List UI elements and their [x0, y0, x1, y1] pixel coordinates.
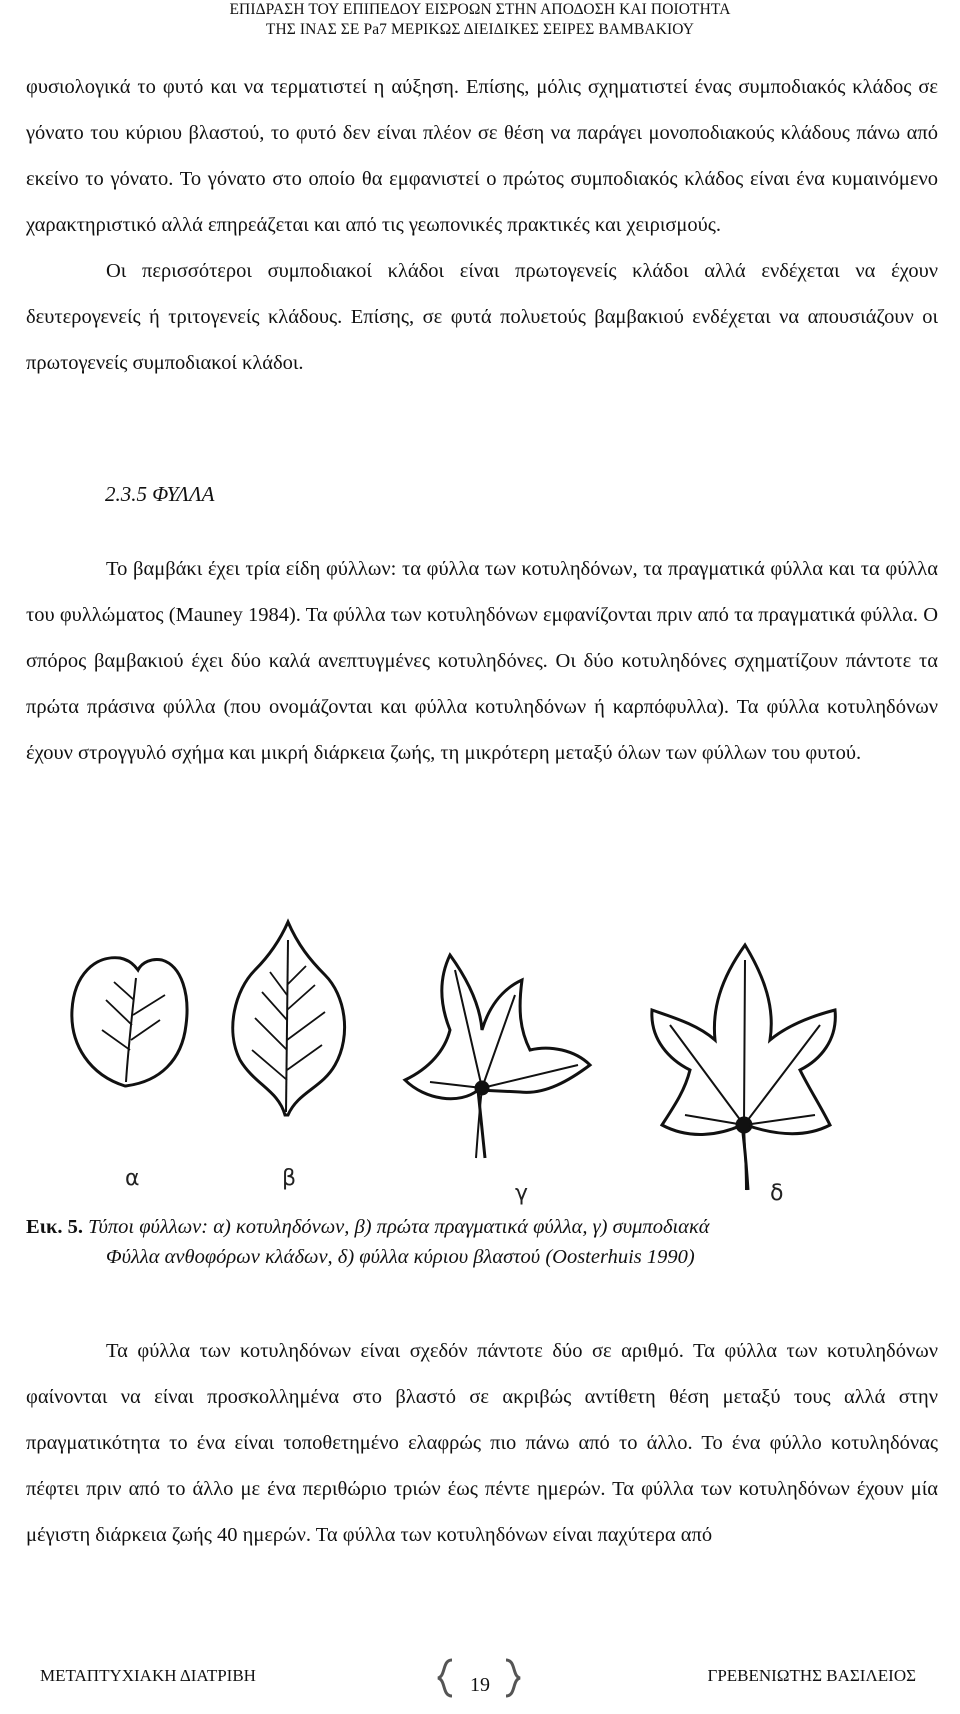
figure-label-a: α — [125, 1166, 140, 1191]
paragraph-growth: φυσιολογικά το φυτό και να τερματιστεί η αύξηση. Επίσης, μόλις σχηματιστεί ένας συμποδιακός κλάδος σε γόνατο του κύριου βλαστού, το φυτό δεν είναι πλέον σε θέση να παράγει μονοποδιακούς κλάδους πάνω από εκείνο το γόνατο. Το γόνατο στο οποίο θα εμφανιστεί ο πρώτος συμποδιακός κλάδος είναι ένα κυμαινόμενο χαρακτηριστικό αλλά επηρεάζεται και από τις γεωπονικές πρακτικές και χειρισμούς. — [26, 76, 938, 236]
running-header — [0, 0, 960, 40]
caption-line-2: Φύλλα ανθοφόρων κλάδων, δ) φύλλα κύριου βλαστού (Oosterhuis 1990) — [106, 1246, 695, 1268]
caption-line-1: Τύποι φύλλων: α) κοτυληδόνων, β) πρώτα πραγματικά φύλλα, γ) συμποδιακά — [88, 1216, 710, 1238]
main-stem-leaf-drawing — [652, 945, 835, 1190]
cotyledon-leaf-drawing — [72, 958, 187, 1086]
header-line-2: ΤΗΣ ΙΝΑΣ ΣΕ Pa7 ΜΕΡΙΚΩΣ ΔΙΕΙΔΙΚΕΣ ΣΕΙΡΕΣ ΒΑΜΒΑΚΙΟΥ — [265, 21, 695, 38]
bottom-text-block — [26, 1328, 938, 1558]
sympodial-leaf-drawing — [405, 955, 590, 1158]
top-text-block — [26, 64, 938, 386]
running-footer — [0, 1658, 960, 1698]
caption-label: Εικ. 5. — [26, 1216, 84, 1238]
figure-label-d: δ — [770, 1181, 784, 1206]
leaf-types-figure — [30, 900, 930, 1220]
section-heading: 2.3.5 ΦΥΛΛΑ — [105, 482, 215, 506]
true-leaf-drawing — [233, 922, 345, 1115]
figure-caption — [26, 1212, 938, 1272]
paragraph-cotyledons: Τα φύλλα των κοτυληδόνων είναι σχεδόν πάντοτε δύο σε αριθμό. Τα φύλλα των κοτυληδόνων φαίνονται να είναι προσκολλημένα στο βλαστό σε ακριβώς αντίθετη θέση μεταξύ τους αλλά στην πραγματικότητα το ένα είναι τοποθετημένο ελαφρώς πιο πάνω από το άλλο. Το ένα φύλλο κοτυληδόνας πέφτει πριν από το άλλο με ένα περιθώριο τριών έως πέντε ημερών. Τα φύλλα των κοτυληδόνων έχουν μία μέγιστη διάρκεια ζωής 40 ημερών. Τα φύλλα των κοτυληδόνων είναι παχύτερα από — [26, 1340, 938, 1546]
header-line-1: ΕΠΙΔΡΑΣΗ ΤΟΥ ΕΠΙΠΕΔΟΥ ΕΙΣΡΟΩΝ ΣΤΗΝ ΑΠΟΔΟΣΗ ΚΑΙ ΠΟΙΟΤΗΤΑ — [229, 1, 731, 18]
footer-thesis-label: ΜΕΤΑΠΤΥΧΙΑΚΗ ΔΙΑΤΡΙΒΗ — [40, 1666, 256, 1685]
footer-author: ΓΡΕΒΕΝΙΩΤΗΣ ΒΑΣΙΛΕΙΟΣ — [707, 1666, 916, 1685]
leaves-text-block — [26, 546, 938, 776]
figure-label-b: β — [282, 1166, 297, 1191]
page-number: 19 — [470, 1674, 490, 1696]
figure-label-c: γ — [515, 1181, 529, 1206]
paragraph-leaf-types: Το βαμβάκι έχει τρία είδη φύλλων: τα φύλλα των κοτυληδόνων, τα πραγματικά φύλλα και τα φύλλα του φυλλώματος (Mauney 1984). Τα φύλλα των κοτυληδόνων εμφανίζονται πριν από τα πραγματικά φύλλα. Ο σπόρος βαμβακιού έχει δύο καλά ανεπτυγμένες κοτυληδόνες. Οι δύο κοτυληδόνες σχηματίζουν πάντοτε τα πρώτα πράσινα φύλλα (που ονομάζονται και φύλλα κοτυληδόνων ή καρπόφυλλα). Τα φύλλα κοτυληδόνων έχουν στρογγυλό σχήμα και μικρή διάρκεια ζωής, τη μικρότερη μεταξύ όλων των φύλλων του φυτού. — [26, 558, 938, 764]
paragraph-sympodial: Οι περισσότεροι συμποδιακοί κλάδοι είναι πρωτογενείς κλάδοι αλλά ενδέχεται να έχουν δευτερογενείς ή τριτογενείς κλάδους. Επίσης, σε φυτά πολυετούς βαμβακιού ενδέχεται να απουσιάζουν οι πρωτογενείς συμποδιακοί κλάδοι. — [26, 260, 938, 374]
